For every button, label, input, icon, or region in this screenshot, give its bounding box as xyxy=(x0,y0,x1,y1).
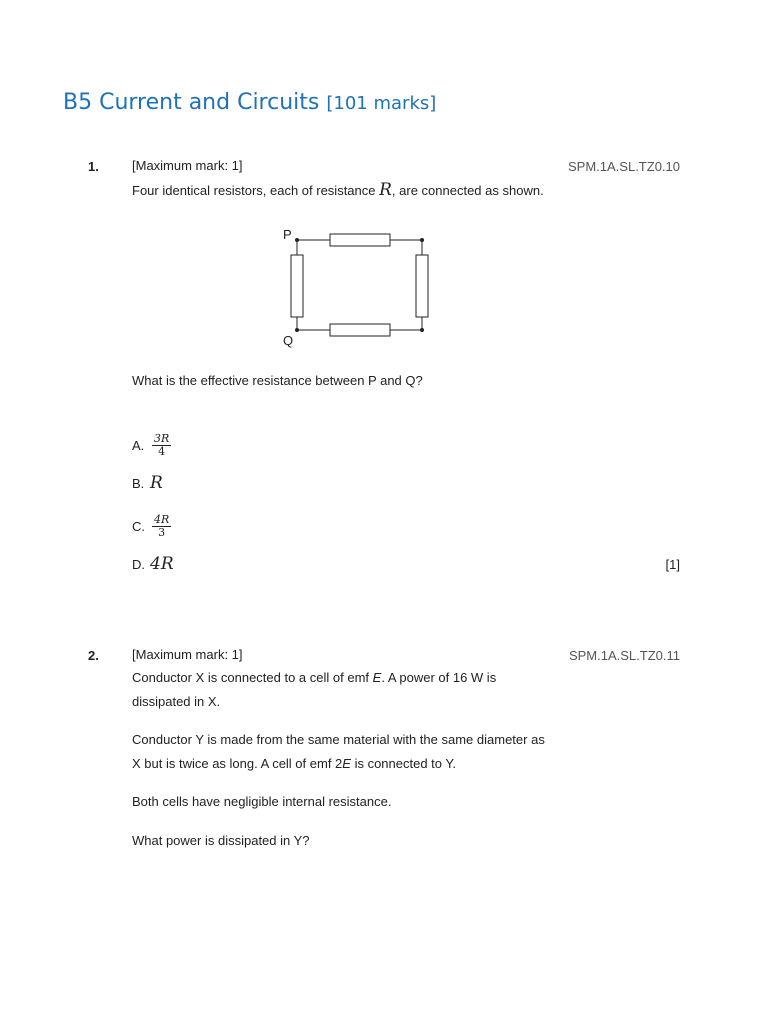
intro-text-end: , are connected as shown. xyxy=(391,183,544,198)
emf-variable: E xyxy=(372,670,382,685)
resistor-bottom xyxy=(330,324,390,336)
question-number: 1. xyxy=(88,159,99,174)
resistor-top xyxy=(330,234,390,246)
option-letter: B. xyxy=(132,475,145,491)
paragraph-3: Both cells have negligible internal resistance. xyxy=(132,794,392,809)
text-start: X but is twice as long. A cell of emf 2 xyxy=(132,756,343,771)
paragraph-1-line-2: dissipated in X. xyxy=(132,694,221,709)
paragraph-2-line-2 xyxy=(132,752,456,776)
option-b xyxy=(132,473,163,493)
resistor-left xyxy=(291,255,303,317)
question-mark: [1] xyxy=(665,557,680,572)
fraction-denominator: 4 xyxy=(158,445,166,458)
max-mark: [Maximum mark: 1] xyxy=(132,158,243,173)
page-title xyxy=(63,90,436,115)
label-q: Q xyxy=(283,333,294,348)
node-q xyxy=(295,328,299,332)
intro-text-start: Four identical resistors, each of resistance xyxy=(132,183,380,198)
emf-variable: E xyxy=(342,756,351,771)
question-intro xyxy=(132,178,544,203)
option-c xyxy=(132,514,171,539)
option-c-fraction xyxy=(152,514,171,539)
option-d xyxy=(132,554,174,574)
paragraph-1-line-1 xyxy=(132,666,496,690)
option-value: 4R xyxy=(150,554,174,574)
text-end: . A power of 16 W is xyxy=(381,670,497,685)
text-start: Conductor X is connected to a cell of emf xyxy=(132,670,373,685)
option-value: R xyxy=(150,473,163,493)
text-end: is connected to Y. xyxy=(350,756,456,771)
question-reference: SPM.1A.SL.TZ0.11 xyxy=(568,648,680,663)
question-text: What power is dissipated in Y? xyxy=(132,833,310,848)
max-mark: [Maximum mark: 1] xyxy=(132,647,243,662)
node-top-right xyxy=(420,238,424,242)
fraction-numerator: 3R xyxy=(154,432,170,445)
intro-variable: R xyxy=(379,180,392,200)
label-p: P xyxy=(283,227,292,242)
option-letter: A. xyxy=(132,438,145,453)
total-marks: [101 marks] xyxy=(326,93,437,114)
option-letter: C. xyxy=(132,519,145,534)
option-letter: D. xyxy=(132,556,145,572)
circuit-diagram xyxy=(270,222,440,352)
node-p xyxy=(295,238,299,242)
option-a xyxy=(132,433,171,458)
title-text: B5 Current and Circuits xyxy=(63,90,320,115)
option-a-fraction xyxy=(152,433,171,458)
fraction-numerator: 4R xyxy=(154,513,170,526)
question-reference: SPM.1A.SL.TZ0.10 xyxy=(568,159,680,174)
fraction-denominator: 3 xyxy=(158,526,166,539)
resistor-right xyxy=(416,255,428,317)
paragraph-2-line-1: Conductor Y is made from the same material with the same diameter as xyxy=(132,732,545,747)
question-text: What is the effective resistance between P and Q? xyxy=(132,373,423,388)
node-bottom-right xyxy=(420,328,424,332)
question-number: 2. xyxy=(88,648,99,663)
